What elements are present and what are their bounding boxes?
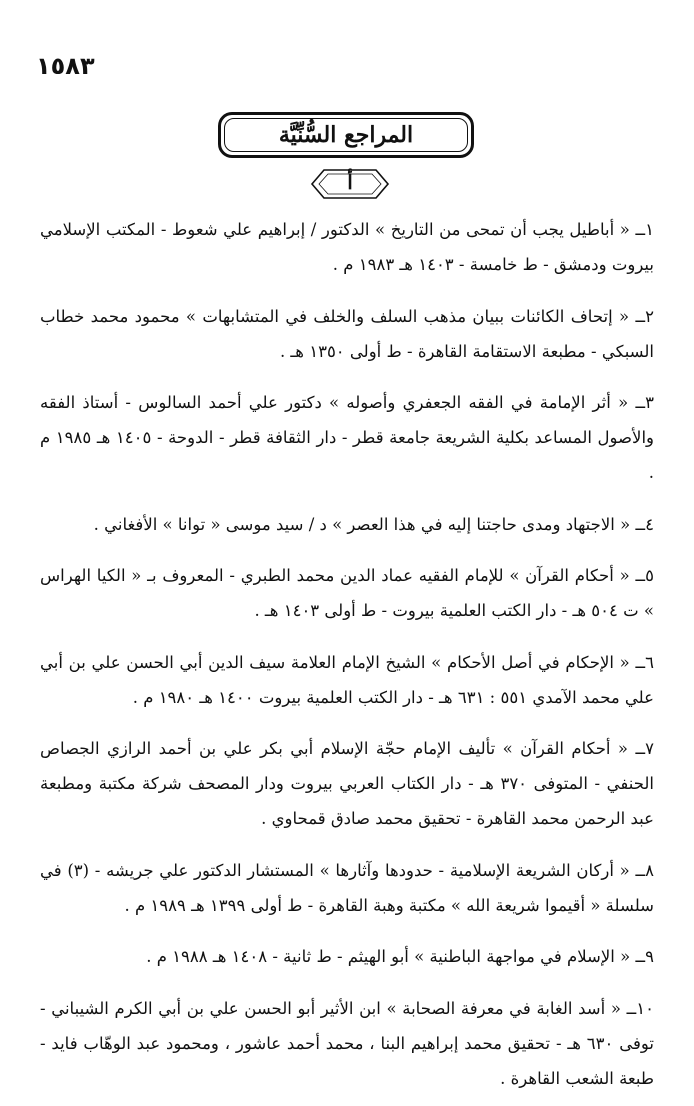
section-heading-frame	[218, 112, 474, 158]
reference-entry: ٥ــ « أحكام القرآن » للإمام الفقيه عماد الدين محمد الطبري - المعروف بـ « الكيا الهراس » ت ٥٠٤ هـ - دار الكتب العلمية بيروت - ط أولى ١٤٠٣ هـ .	[40, 566, 654, 620]
section-letter: أ	[347, 170, 353, 194]
reference-entry: ٧ــ « أحكام القرآن » تأليف الإمام حجّة الإسلام أبي بكر علي بن أحمد الرازي الجصاص الحنفي - المتوفى ٣٧٠ هـ - دار الكتاب العربي بيروت ودار المصحف شركة مكتبة ومطبعة عبد الرحمن محمد القاهرة - تحقيق محمد صادق قمحاوي .	[40, 739, 655, 828]
reference-list	[40, 212, 654, 1106]
reference-entry: ٣ــ « أثر الإمامة في الفقه الجعفري وأصوله » دكتور علي أحمد السالوس - أستاذ الفقه والأصول المساعد بكلية الشريعة جامعة قطر - دار الثقافة قطر - الدوحة - ١٤٠٥ هـ ١٩٨٥ م .	[40, 393, 654, 482]
reference-entry: ١٠ــ « أسد الغابة في معرفة الصحابة » ابن الأثير أبو الحسن علي بن أبي الكرم الشيباني - توفى ٦٣٠ هـ - تحقيق محمد إبراهيم البنا ، محمد أحمد عاشور ، ومحمود عبد الوهّاب فايد - طبعة الشعب القاهرة .	[40, 998, 654, 1088]
reference-entry: ٢ــ « إتحاف الكائنات ببيان مذهب السلف والخلف في المتشابهات » محمود محمد خطاب السبكي - مطبعة الاستقامة القاهرة - ط أولى ١٣٥٠ هـ .	[40, 306, 654, 361]
reference-entry: ٤ــ « الاجتهاد ومدى حاجتنا إليه في هذا العصر » د / سيد موسى « توانا » الأفغاني .	[93, 514, 654, 534]
reference-entry: ٩ــ « الإسلام في مواجهة الباطنية » أبو الهيثم - ط ثانية - ١٤٠٨ هـ ١٩٨٨ م .	[146, 947, 654, 966]
letter-badge	[310, 168, 390, 200]
page-number: ١٥٨٣	[36, 52, 95, 80]
reference-entry: ٦ــ « الإحكام في أصل الأحكام » الشيخ الإمام العلامة سيف الدين أبي الحسن علي بن أبي علي محمد الآمدي ٥٥١ : ٦٣١ هـ - دار الكتب العلمية بيروت ١٤٠٠ هـ ١٩٨٠ م .	[40, 652, 654, 707]
reference-entry: ١ــ « أباطيل يجب أن تمحى من التاريخ » الدكتور / إبراهيم علي شعوط - المكتب الإسلامي بيروت ودمشق - ط خامسة - ١٤٠٣ هـ ١٩٨٣ م .	[40, 220, 654, 274]
section-heading: المراجع السُّنِّيَّة	[278, 122, 414, 148]
reference-entry: ٨ــ « أركان الشريعة الإسلامية - حدودها وآثارها » المستشار الدكتور علي جريشه - (٣) في سلسلة « أقيموا شريعة الله » مكتبة وهبة القاهرة - ط أولى ١٣٩٩ هـ ١٩٨٩ م .	[40, 860, 654, 915]
